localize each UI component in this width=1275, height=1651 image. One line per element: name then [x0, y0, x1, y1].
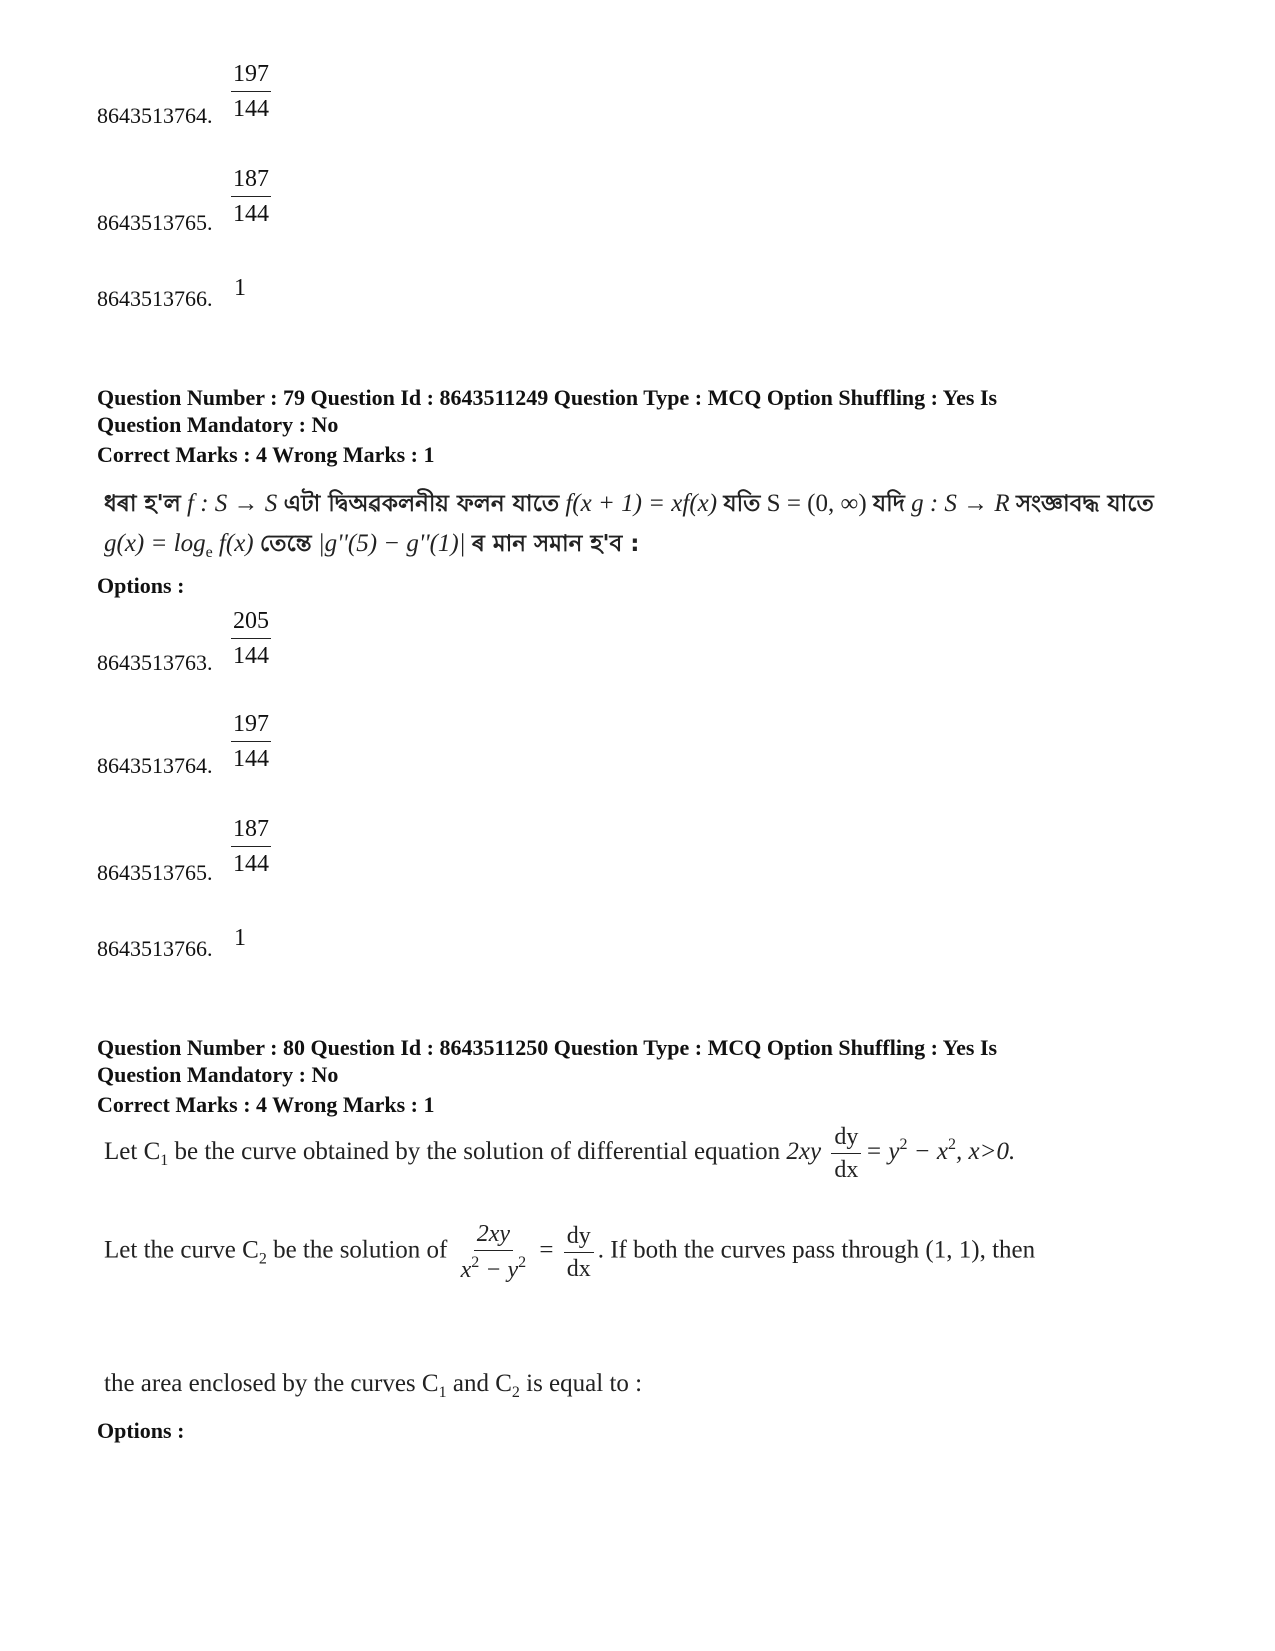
option-id: 8643513764.	[97, 753, 213, 778]
fraction-numerator: dy	[564, 1224, 594, 1253]
question-text-bn: সংজ্ঞাবদ্ধ যাতে	[1015, 491, 1154, 517]
question-text-bn: ৰ মান সমান হ'ব :	[471, 531, 640, 557]
question-text: be the curve obtained by the solution of differential equation	[168, 1138, 787, 1166]
question-math: 2xy	[786, 1138, 822, 1166]
fraction-numerator: 197	[231, 62, 271, 92]
question-text-line3	[104, 1370, 642, 1402]
option-id: 8643513766.	[97, 286, 213, 311]
question-math: , x>0.	[956, 1138, 1016, 1166]
options-label: Options :	[97, 573, 185, 598]
question-text-bn: ধৰা হ'ল	[104, 491, 181, 517]
question-text: the area enclosed by the curves C	[104, 1370, 439, 1397]
fraction-denominator: 144	[233, 96, 269, 122]
question-text: be the solution of	[266, 1236, 454, 1264]
question-header-line1: Question Number : 79 Question Id : 8643511249 Question Type : MCQ Option Shuffling : Yes Is	[97, 385, 998, 410]
option-value: 1	[234, 925, 246, 951]
question-text-bn: তেন্তে	[259, 531, 312, 557]
question-text-line2	[104, 525, 640, 564]
subscript: e	[205, 544, 213, 561]
question-header	[97, 384, 1197, 438]
math-fraction	[564, 1224, 594, 1281]
option-value: 1	[234, 275, 246, 301]
fraction-denominator: dx	[834, 1157, 859, 1183]
option-id: 8643513763.	[97, 650, 213, 675]
question-text-bn: যতি	[723, 491, 761, 517]
subscript: 1	[438, 1384, 447, 1401]
option-fraction	[231, 62, 271, 121]
equals-sign: =	[539, 1236, 554, 1264]
math-fraction	[831, 1125, 861, 1182]
question-text-line1	[104, 1125, 1015, 1182]
fraction-denominator: 144	[233, 851, 269, 877]
fraction-numerator: 187	[231, 167, 271, 197]
question-text-line1	[104, 485, 1154, 524]
superscript: 2	[518, 1254, 527, 1271]
question-math: x	[460, 1257, 472, 1283]
question-header-line1: Question Number : 80 Question Id : 8643511250 Question Type : MCQ Option Shuffling : Yes Is	[97, 1035, 998, 1060]
superscript: 2	[948, 1136, 956, 1154]
math-fraction	[458, 1222, 530, 1282]
question-text-bn: এটা দ্বিঅৱকলনীয় ফলন যাতে	[283, 491, 560, 517]
question-math: f : S → S	[187, 490, 278, 517]
question-text: . If both the curves pass through (1, 1), then	[597, 1236, 1036, 1264]
fraction-numerator: 2xy	[474, 1222, 513, 1251]
question-math: g : S → R	[911, 490, 1010, 517]
question-math: S = (0, ∞)	[766, 490, 867, 517]
question-text: Let the curve C	[104, 1236, 259, 1264]
option-fraction	[231, 609, 271, 668]
question-header	[97, 1034, 1197, 1088]
option-fraction	[231, 712, 271, 771]
fraction-numerator: 197	[231, 712, 271, 742]
question-text: Let C	[104, 1138, 161, 1166]
question-header-line2: Question Mandatory : No	[97, 1062, 339, 1087]
subscript: 2	[511, 1384, 520, 1401]
question-math: − y	[479, 1257, 519, 1283]
question-math: f(x + 1) = xf(x)	[565, 490, 718, 517]
question-text-bn: যদি	[872, 491, 905, 517]
fraction-numerator: 187	[231, 817, 271, 847]
question-marks: Correct Marks : 4 Wrong Marks : 1	[97, 1092, 435, 1117]
fraction-denominator: 144	[233, 201, 269, 227]
question-text: is equal to :	[519, 1370, 643, 1397]
question-header-line2: Question Mandatory : No	[97, 412, 339, 437]
question-math: |g''(5) − g''(1)|	[317, 530, 466, 557]
question-math: = y	[865, 1138, 900, 1166]
question-math: f(x)	[218, 530, 254, 557]
option-id: 8643513765.	[97, 210, 213, 235]
options-label: Options :	[97, 1418, 185, 1443]
subscript: 1	[160, 1152, 169, 1170]
fraction-denominator	[458, 1251, 530, 1282]
fraction-denominator: 144	[233, 746, 269, 772]
option-id: 8643513765.	[97, 860, 213, 885]
question-text: and C	[446, 1370, 512, 1397]
fraction-denominator: dx	[566, 1255, 591, 1282]
option-fraction	[231, 167, 271, 226]
subscript: 2	[258, 1250, 267, 1268]
option-fraction	[231, 817, 271, 876]
question-marks: Correct Marks : 4 Wrong Marks : 1	[97, 442, 435, 467]
option-id: 8643513766.	[97, 936, 213, 961]
superscript: 2	[471, 1254, 480, 1271]
question-text-line2	[104, 1222, 1035, 1282]
fraction-numerator: 205	[231, 609, 271, 639]
fraction-denominator: 144	[233, 643, 269, 669]
superscript: 2	[899, 1136, 908, 1154]
option-id: 8643513764.	[97, 103, 213, 128]
question-math: g(x) = log	[104, 530, 206, 557]
fraction-numerator: dy	[831, 1125, 861, 1154]
question-math: − x	[907, 1138, 948, 1166]
